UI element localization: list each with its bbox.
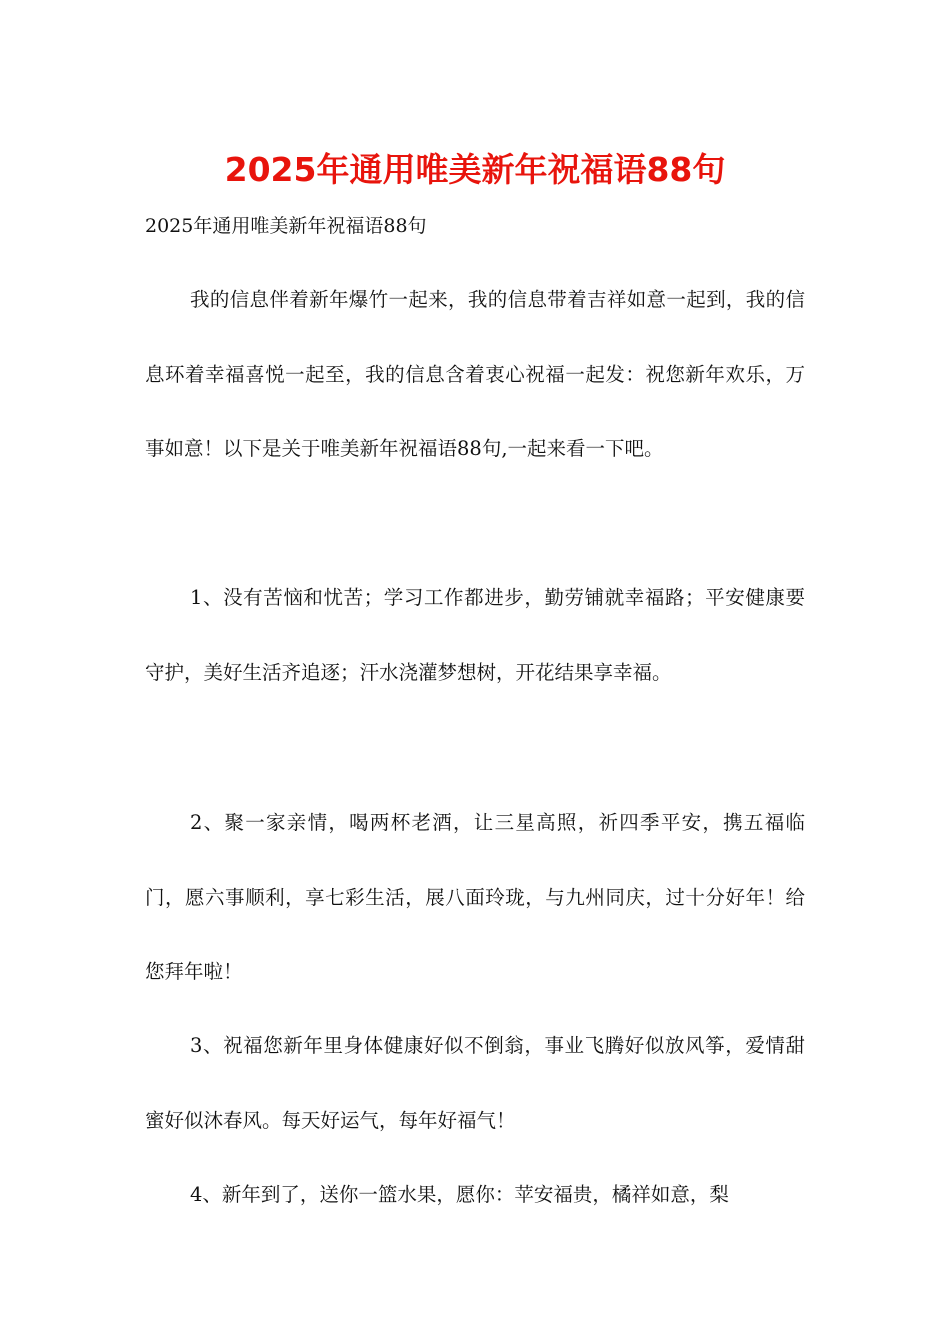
document-subtitle: 2025年通用唯美新年祝福语88句 xyxy=(145,215,427,237)
document-title: 2025年通用唯美新年祝福语88句 xyxy=(224,150,726,189)
intro-paragraph: 我的信息伴着新年爆竹一起来，我的信息带着吉祥如意一起到，我的信息环着幸福喜悦一起至，我的信息含着衷心祝福一起发：祝您新年欢乐，万事如意！以下是关于唯美新年祝福语88句,一起来看一下吧。 xyxy=(145,288,805,460)
list-item: 2、聚一家亲情，喝两杯老酒，让三星高照，祈四季平安，携五福临门，愿六事顺利，享七彩生活，展八面玲珑，与九州同庆，过十分好年！给您拜年啦！ xyxy=(145,811,805,983)
list-item: 1、没有苦恼和忧苦；学习工作都进步，勤劳铺就幸福路；平安健康要守护，美好生活齐追逐；汗水浇灌梦想树，开花结果享幸福。 xyxy=(145,586,805,684)
list-item: 3、祝福您新年里身体健康好似不倒翁，事业飞腾好似放风筝，爱情甜蜜好似沐春风。每天好运气，每年好福气！ xyxy=(145,1034,805,1132)
list-item: 4、新年到了，送你一篮水果，愿你：苹安福贵，橘祥如意，梨 xyxy=(190,1183,729,1206)
